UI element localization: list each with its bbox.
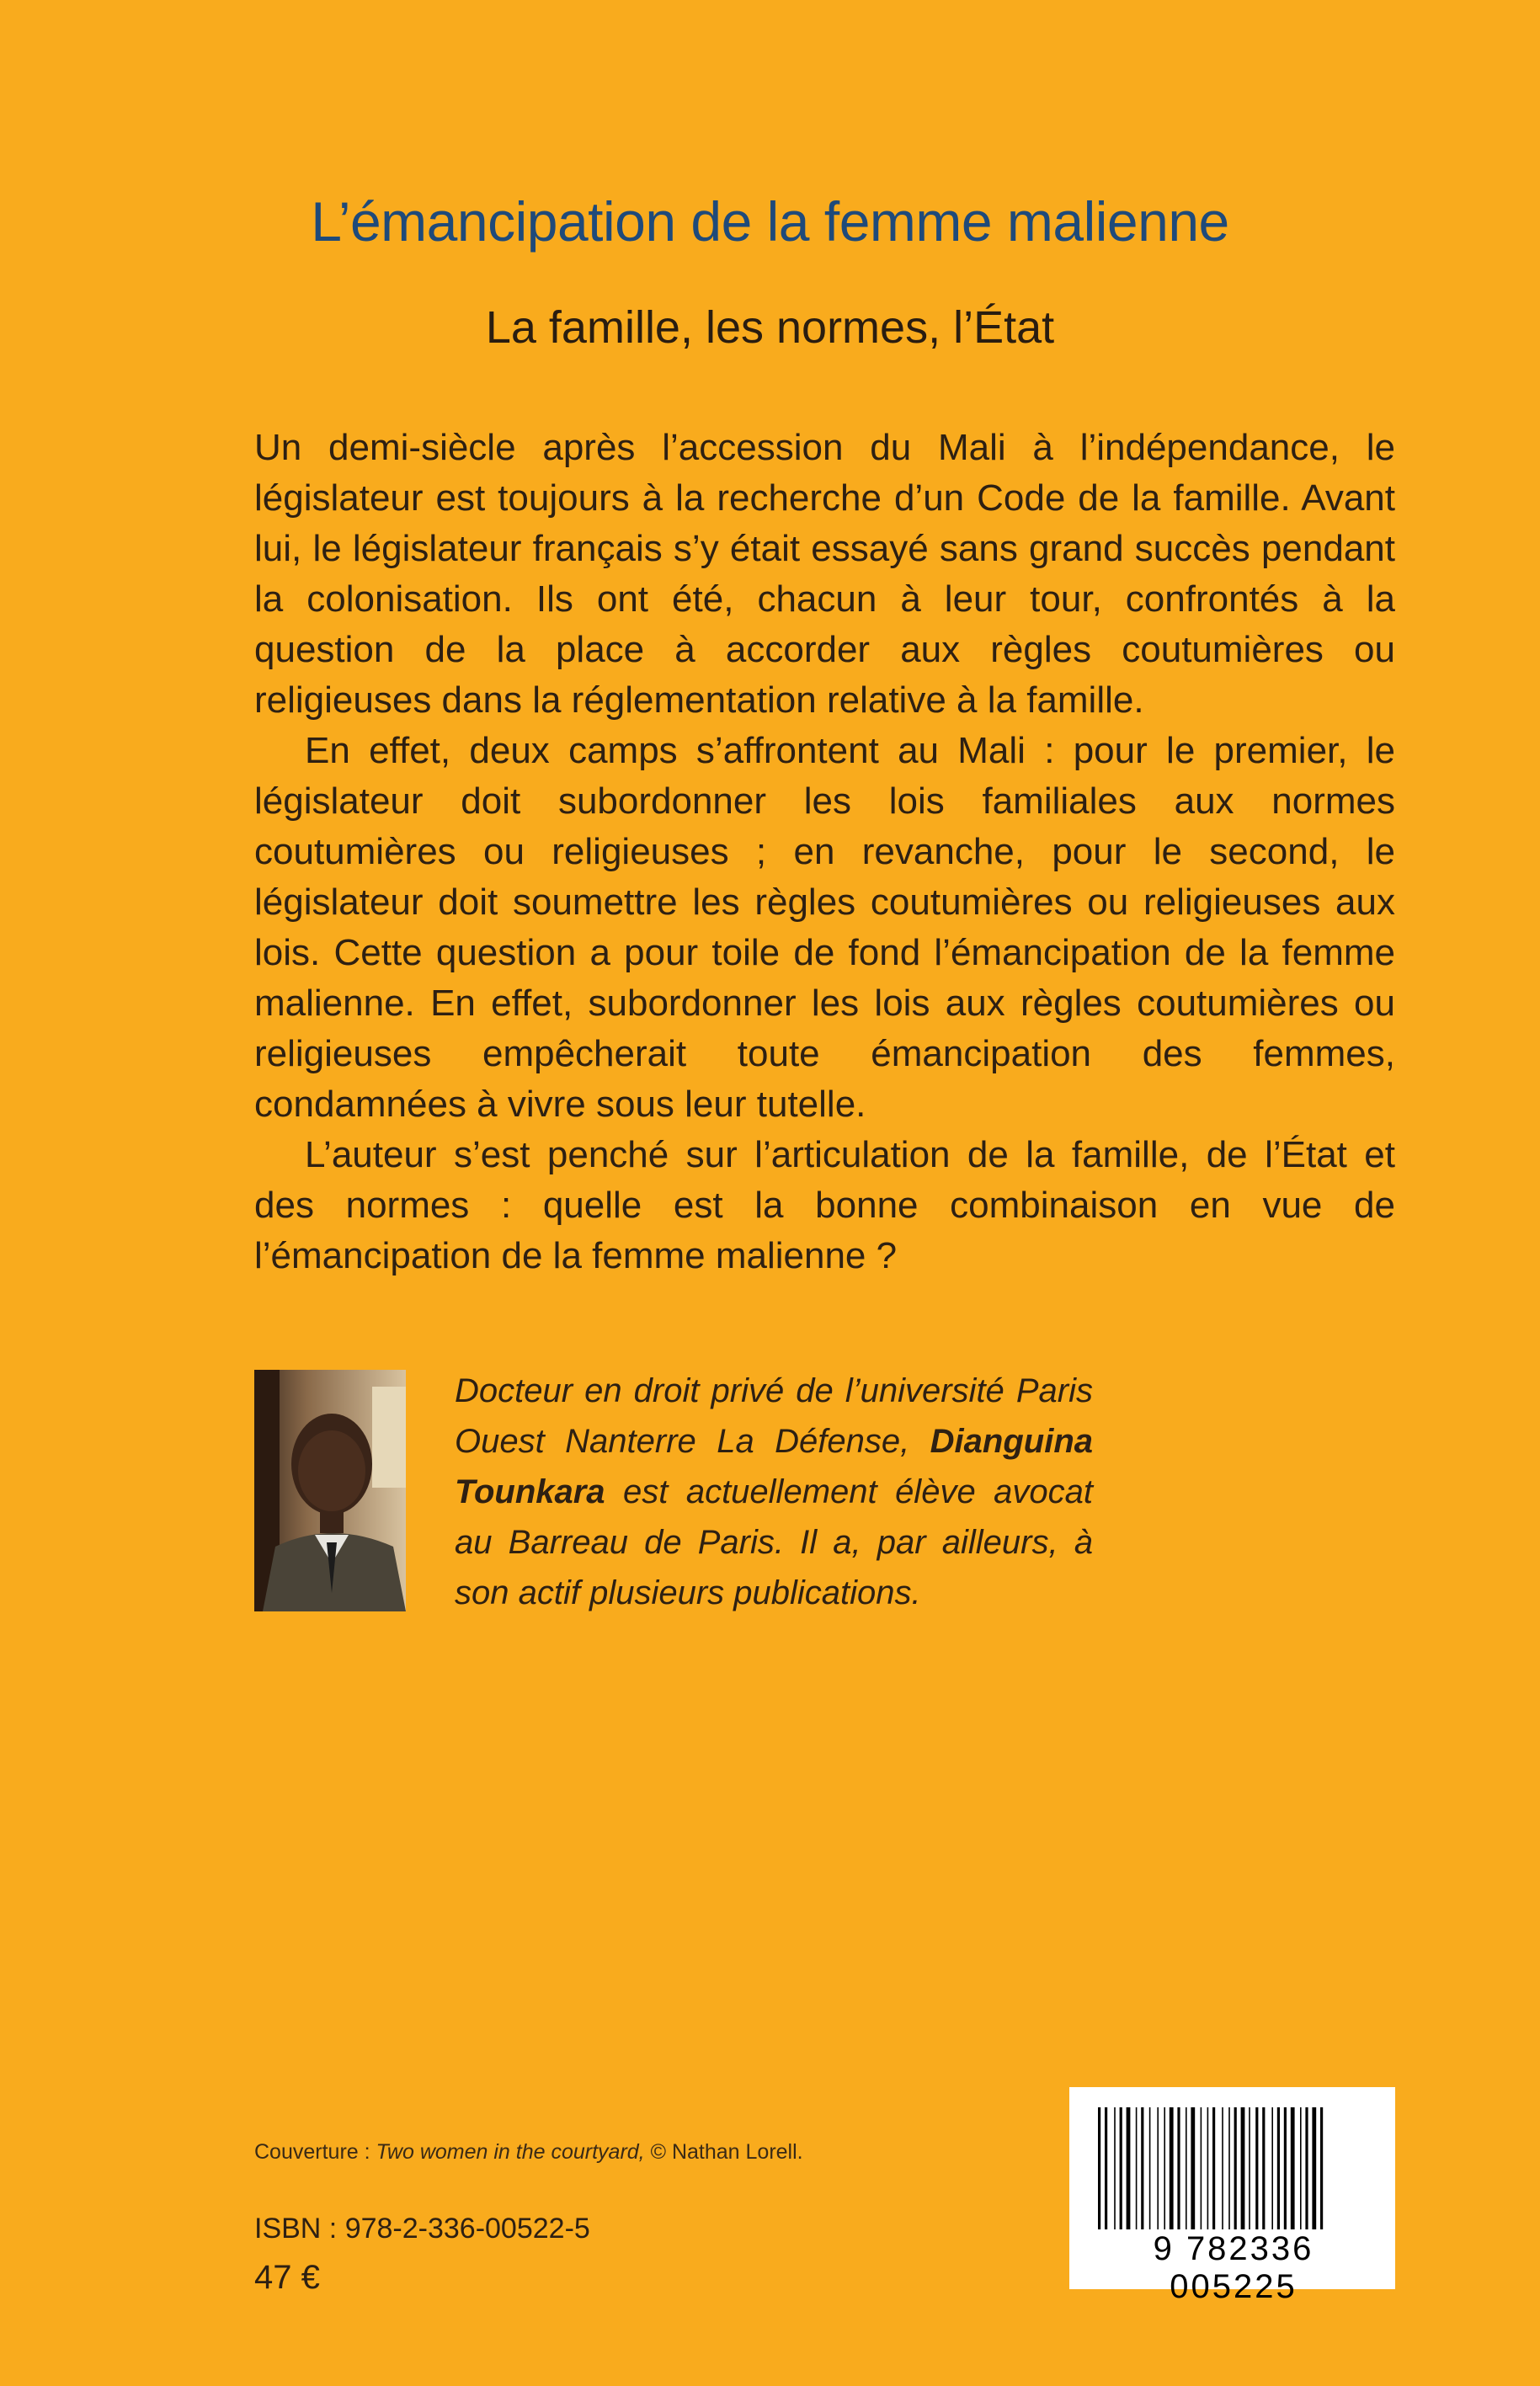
barcode-bar — [1098, 2107, 1100, 2229]
barcode-bar — [1284, 2107, 1287, 2229]
barcode-bar — [1320, 2107, 1323, 2229]
blurb-paragraph-1: Un demi-siècle après l’accession du Mali à l’indépendance, le législateur est toujours à la recherche d’un Code de la famille. Avant lui, le législateur français s’y était essayé sans grand succès pendant la colonisation. Ils ont été, chacun à leur tour, confrontés à la question de la place à accorder aux règles coutumières ou religieuses dans la réglementation relative à la famille. — [254, 427, 1395, 721]
barcode-bar — [1212, 2107, 1215, 2229]
barcode-bar — [1222, 2107, 1223, 2229]
author-bio — [455, 1366, 1093, 1618]
barcode-bar — [1105, 2107, 1107, 2229]
barcode-digits: 9 782336 005225 — [1153, 2230, 1314, 2305]
barcode-bar — [1312, 2107, 1316, 2229]
barcode-bar — [1255, 2107, 1258, 2229]
price: 47 € — [254, 2259, 320, 2296]
author-portrait-icon — [254, 1370, 406, 1611]
book-subtitle: La famille, les normes, l’État — [485, 302, 1055, 353]
author-bio-rest: est actuellement élève avocat au Barreau de Paris. Il a, par ailleurs, à son actif plusieurs publications. — [455, 1473, 1093, 1611]
barcode-bar — [1249, 2107, 1250, 2229]
barcode-bar — [1170, 2107, 1174, 2229]
barcode-bar — [1234, 2107, 1237, 2229]
author-bio-intro: Docteur en droit privé de l’université Paris Ouest Nanterre La Défense, — [455, 1372, 1093, 1460]
barcode-bar — [1300, 2107, 1302, 2229]
barcode-bar — [1114, 2107, 1116, 2229]
barcode-bar — [1305, 2107, 1308, 2229]
author-photo — [254, 1370, 406, 1611]
isbn: ISBN : 978-2-336-00522-5 — [254, 2213, 590, 2245]
barcode-bar — [1262, 2107, 1265, 2229]
blurb-paragraph-2: En effet, deux camps s’affrontent au Mali : pour le premier, le législateur doit subordonner les lois familiales aux normes coutumières ou religieuses ; en revanche, pour le second, le législateur doit soumettre les règles coutumières ou religieuses aux lois. Cette question a pour toile de fond l’émancipation de la femme malienne. En effet, subordonner les lois aux règles coutumières ou religieuses empêcherait toute émancipation des femmes, condamnées à vivre sous leur tutelle. — [254, 730, 1395, 1125]
barcode-bar — [1201, 2107, 1202, 2229]
barcode-icon — [1098, 2107, 1367, 2234]
barcode-bar — [1228, 2107, 1230, 2229]
barcode-bar — [1241, 2107, 1245, 2229]
barcode-bar — [1291, 2107, 1295, 2229]
barcode-bar — [1186, 2107, 1187, 2229]
barcode-bar — [1157, 2107, 1159, 2229]
barcode-bar — [1177, 2107, 1180, 2229]
barcode-bar — [1120, 2107, 1122, 2229]
barcode-bar — [1191, 2107, 1195, 2229]
cover-credit — [254, 2140, 803, 2165]
barcode-bar — [1207, 2107, 1209, 2229]
credit-prefix: Couverture : — [254, 2140, 370, 2164]
book-title: L’émancipation de la femme malienne — [311, 190, 1229, 253]
barcode-bar — [1164, 2107, 1165, 2229]
barcode-bar — [1127, 2107, 1131, 2229]
credit-copyright: © Nathan Lorell. — [650, 2140, 803, 2164]
barcode-bar — [1141, 2107, 1143, 2229]
barcode — [1069, 2087, 1395, 2305]
barcode-bar — [1277, 2107, 1280, 2229]
author-name: Dianguina Tounkara — [455, 1423, 1093, 1510]
credit-artwork: Two women in the courtyard, — [376, 2140, 645, 2164]
barcode-bar — [1271, 2107, 1273, 2229]
barcode-bar — [1149, 2107, 1151, 2229]
blurb-text — [254, 423, 1395, 1281]
barcode-bar — [1136, 2107, 1138, 2229]
blurb-paragraph-3: L’auteur s’est penché sur l’articulation de la famille, de l’État et des normes : quelle est la bonne combinaison en vue de l’émancipation de la femme malienne ? — [254, 1134, 1395, 1276]
